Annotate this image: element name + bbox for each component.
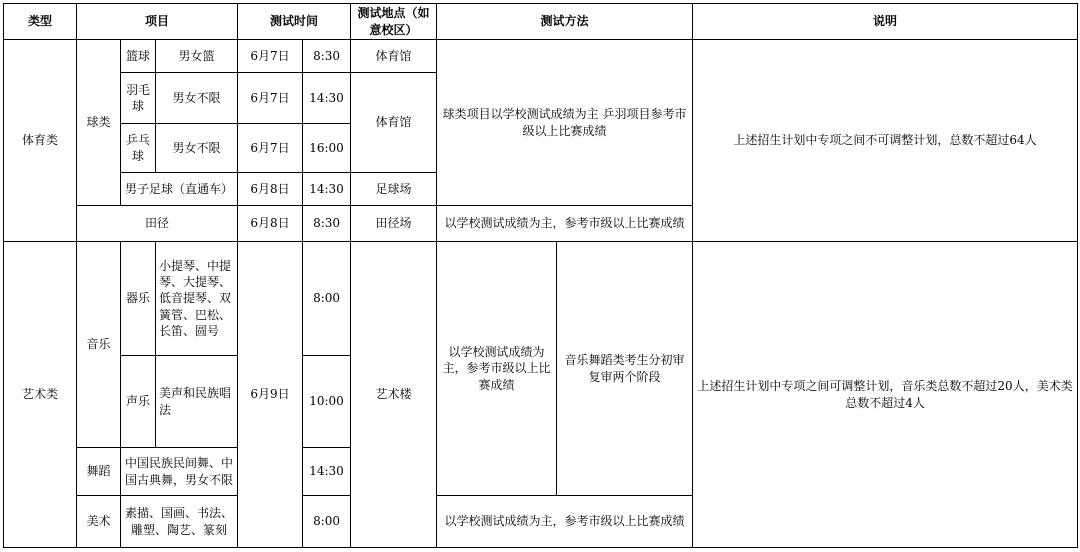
fine-art-method: 以学校测试成绩为主，参考市级以上比赛成绩 <box>437 496 693 548</box>
vocal-time: 10:00 <box>303 356 351 448</box>
football-time: 14:30 <box>303 173 351 206</box>
pingpong-group: 男女不限 <box>156 124 238 173</box>
music-group: 音乐 <box>77 242 121 448</box>
track-place: 田径场 <box>351 206 437 242</box>
ball-group: 球类 <box>77 40 121 206</box>
badminton-group: 男女不限 <box>156 73 238 124</box>
dance-list: 中国民族民间舞、中国古典舞，男女不限 <box>121 448 238 496</box>
instrument-list: 小提琴、中提琴、大提琴、低音提琴、双簧管、巴松、长笛、圆号 <box>156 242 238 356</box>
dance-group: 舞蹈 <box>77 448 121 496</box>
pingpong-date: 6月7日 <box>238 124 303 173</box>
track-method: 以学校测试成绩为主，参考市级以上比赛成绩 <box>437 206 693 242</box>
header-type: 类型 <box>4 4 77 40</box>
category-sports: 体育类 <box>4 40 77 242</box>
instrument-sub: 器乐 <box>121 242 156 356</box>
header-place: 测试地点（如意校区） <box>351 4 437 40</box>
badminton-date: 6月7日 <box>238 73 303 124</box>
arts-note: 上述招生计划中专项之间可调整计划，音乐类总数不超过20人，美术类总数不超过4人 <box>693 242 1078 548</box>
vocal-list: 美声和民族唱法 <box>156 356 238 448</box>
fine-art-group: 美术 <box>77 496 121 548</box>
dance-time: 14:30 <box>303 448 351 496</box>
basketball-place: 体育馆 <box>351 40 437 73</box>
pingpong-badminton-place: 体育馆 <box>351 73 437 173</box>
sports-note: 上述招生计划中专项之间不可调整计划，总数不超过64人 <box>693 40 1078 242</box>
admission-test-table <box>3 3 1078 548</box>
music-dance-stage: 音乐舞蹈类考生分初审复审两个阶段 <box>557 242 693 496</box>
track-item: 田径 <box>77 206 238 242</box>
fine-art-time: 8:00 <box>303 496 351 548</box>
header-method: 测试方法 <box>437 4 693 40</box>
football-place: 足球场 <box>351 173 437 206</box>
football-item: 男子足球（直通车） <box>121 173 238 206</box>
basketball-sport: 篮球 <box>121 40 156 73</box>
track-time: 8:30 <box>303 206 351 242</box>
instrument-time: 8:00 <box>303 242 351 356</box>
header-note: 说明 <box>693 4 1078 40</box>
basketball-group: 男女篮 <box>156 40 238 73</box>
football-date: 6月8日 <box>238 173 303 206</box>
category-arts: 艺术类 <box>4 242 77 548</box>
ball-method: 球类项目以学校测试成绩为主 乒羽项目参考市级以上比赛成绩 <box>437 40 693 206</box>
header-time: 测试时间 <box>238 4 351 40</box>
badminton-time: 14:30 <box>303 73 351 124</box>
basketball-time: 8:30 <box>303 40 351 73</box>
vocal-sub: 声乐 <box>121 356 156 448</box>
track-date: 6月8日 <box>238 206 303 242</box>
arts-date: 6月9日 <box>238 242 303 548</box>
arts-place: 艺术楼 <box>351 242 437 548</box>
pingpong-time: 16:00 <box>303 124 351 173</box>
music-dance-method: 以学校测试成绩为主，参考市级以上比赛成绩 <box>437 242 557 496</box>
badminton-sport: 羽毛球 <box>121 73 156 124</box>
fine-art-list: 素描、国画、书法、雕塑、陶艺、篆刻 <box>121 496 238 548</box>
basketball-date: 6月7日 <box>238 40 303 73</box>
pingpong-sport: 乒乓球 <box>121 124 156 173</box>
header-item: 项目 <box>77 4 238 40</box>
